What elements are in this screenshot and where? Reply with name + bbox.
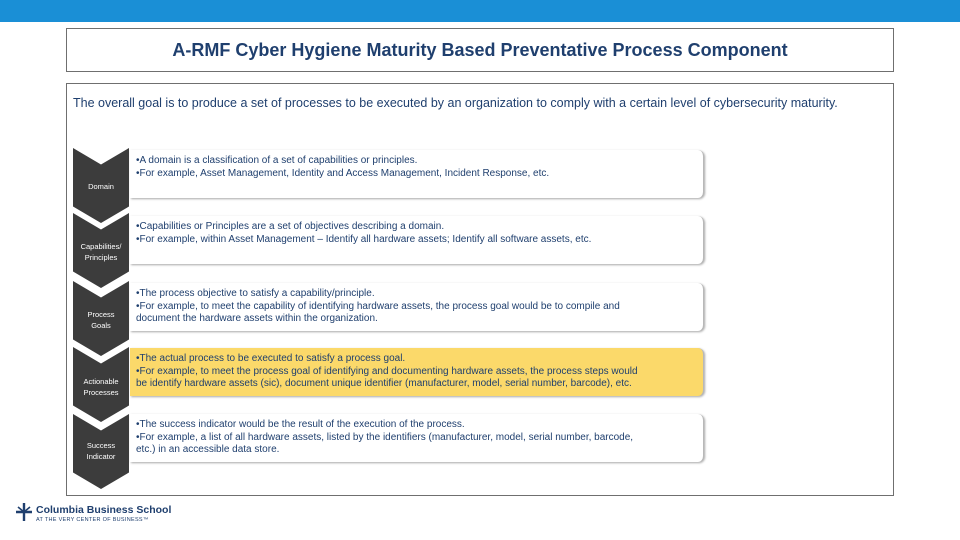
chevron-label-line1: Success <box>86 441 116 450</box>
step-text-line: •Capabilities or Principles are a set of objectives describing a domain. <box>136 221 445 232</box>
chevron-label-line2: Principles <box>84 253 118 262</box>
chevron-label-success-indicator <box>73 440 129 462</box>
top-accent-bar <box>0 0 960 22</box>
logo-name: Columbia Business School <box>36 504 172 516</box>
crown-logo-icon <box>14 502 34 522</box>
chevron-label-line2: Indicator <box>86 452 116 461</box>
step-text-line: •For example, a list of all hardware assets, listed by the identifiers (manufacturer, model, serial number, barcode, <box>136 431 634 443</box>
logo-tagline: AT THE VERY CENTER OF BUSINESS™ <box>36 517 149 523</box>
chevron-label-line2: Processes <box>83 388 119 397</box>
step-card-actionable-processes <box>130 348 704 396</box>
step-text-line: •The actual process to be executed to satisfy a process goal. <box>136 353 406 364</box>
step-text-line: •A domain is a classification of a set of capabilities or principles. <box>136 155 418 166</box>
step-text-line: •For example, Asset Management, Identity and Access Management, Incident Response, etc. <box>136 167 550 179</box>
step-text-line: •The success indicator would be the result of the execution of the process. <box>136 419 465 430</box>
chevron-label-line1: Capabilities/ <box>80 242 122 251</box>
intro-text: The overall goal is to produce a set of processes to be executed by an organization to comply with a certain level of cybersecurity maturity. <box>73 96 838 110</box>
chevron-label-line1: Domain <box>88 182 114 191</box>
chevron-label-domain <box>73 181 129 192</box>
slide-title: A-RMF Cyber Hygiene Maturity Based Preventative Process Component <box>172 39 788 60</box>
chevron-label-actionable-processes <box>73 376 129 398</box>
step-text-line: •The process objective to satisfy a capability/principle. <box>136 288 375 299</box>
columbia-logo <box>14 500 174 528</box>
step-text-line: be identify hardware assets (sic), document unique identifier (manufacturer, model, serial number, barcode), etc. <box>136 378 632 389</box>
step-text-line: •For example, to meet the process goal of identifying and documenting hardware assets, the process steps would <box>136 365 638 377</box>
chevron-label-process-goals <box>73 309 129 331</box>
chevron-label-line2: Goals <box>91 321 111 330</box>
step-card-domain <box>130 150 704 198</box>
step-text-line: document the hardware assets within the organization. <box>136 313 378 324</box>
step-text-line: •For example, to meet the capability of identifying hardware assets, the process goal would be to compile and <box>136 300 620 312</box>
step-text-line: etc.) in an accessible data store. <box>136 444 280 455</box>
step-text-line: •For example, within Asset Management – Identify all hardware assets; Identify all software assets, etc. <box>136 233 592 245</box>
step-card-success-indicator <box>130 414 704 462</box>
chevron-label-line1: Process <box>87 310 115 319</box>
chevron-label-line1: Actionable <box>83 377 119 386</box>
title-box <box>66 28 894 72</box>
step-card-capabilities <box>130 216 704 264</box>
chevron-label-capabilities <box>73 241 129 263</box>
step-card-process-goals <box>130 283 704 331</box>
